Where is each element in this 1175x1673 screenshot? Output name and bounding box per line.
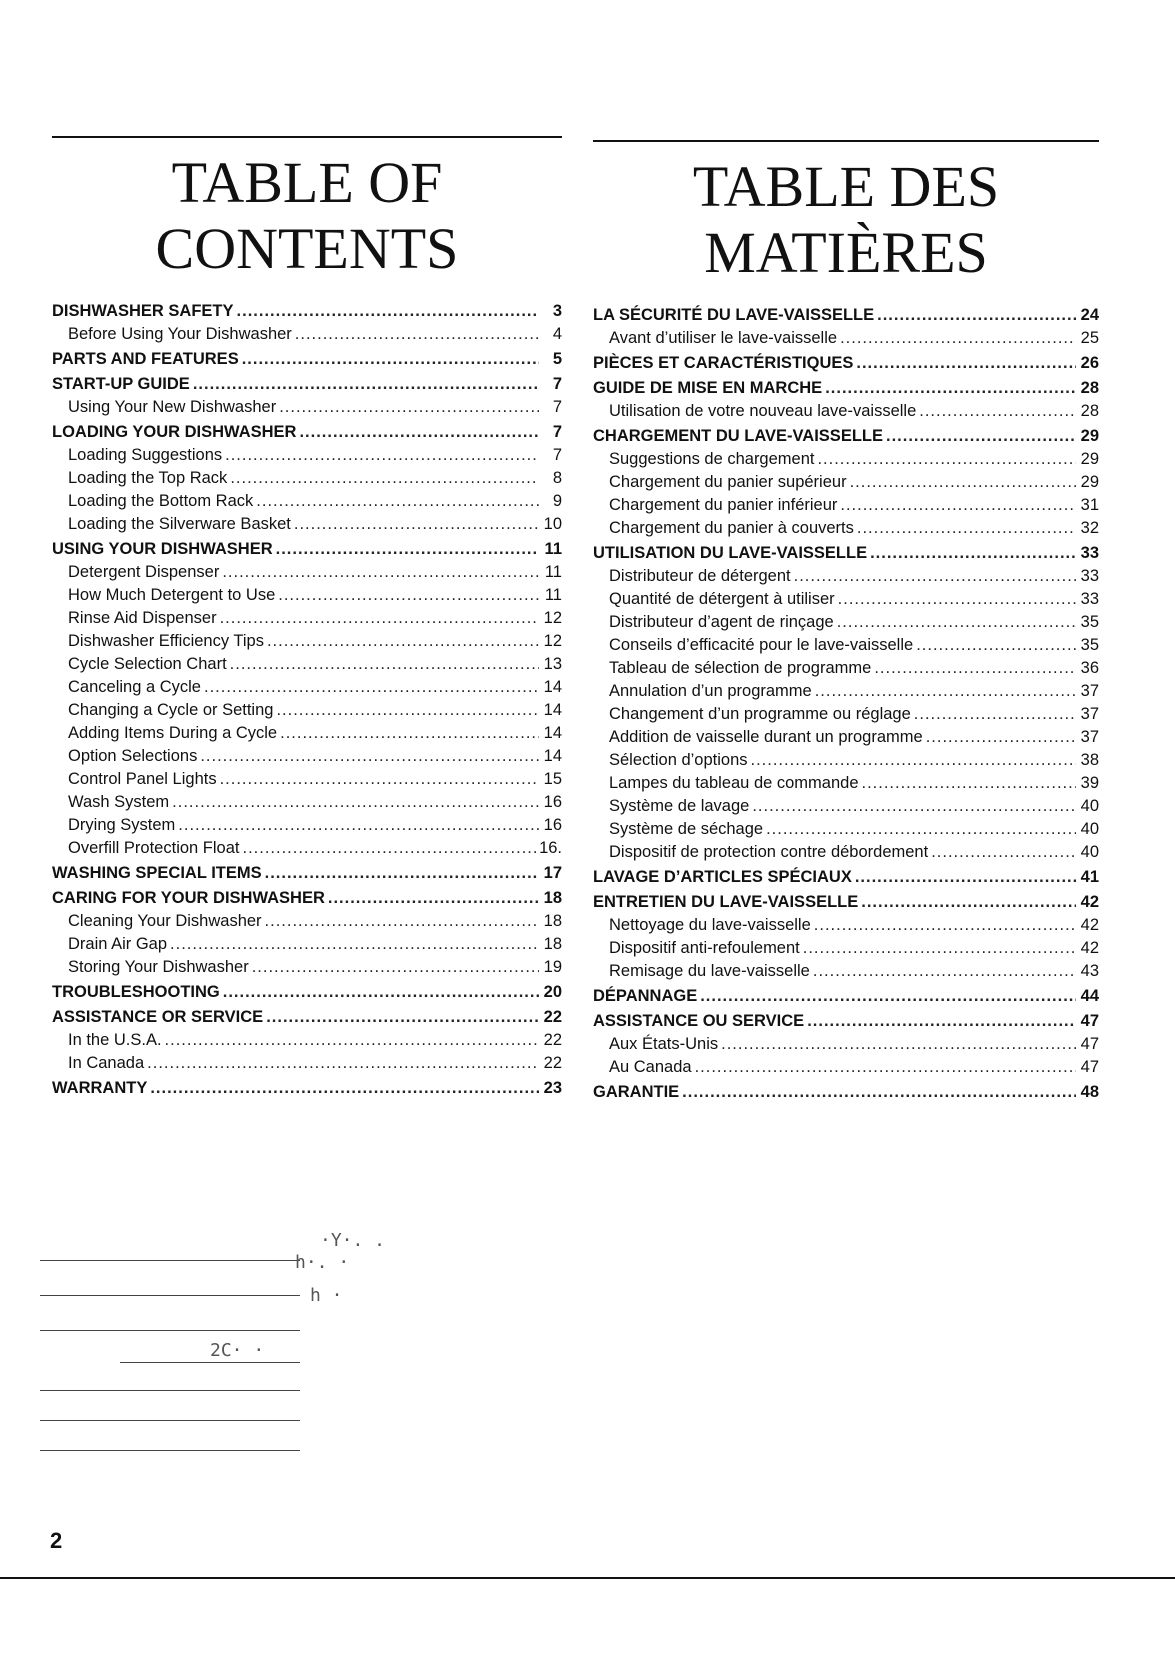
toc-entry-page: 12 (543, 632, 562, 650)
dot-leader (193, 373, 539, 396)
toc-entry-label: Lampes du tableau de commande (609, 774, 859, 792)
toc-list (52, 300, 562, 1100)
toc-section-entry (52, 300, 562, 323)
toc-subsection-entry (52, 396, 562, 419)
toc-entry-page: 47 (1080, 1012, 1099, 1030)
toc-subsection-entry (52, 768, 562, 791)
toc-subsection-entry (593, 327, 1099, 350)
dot-leader (877, 304, 1076, 327)
toc-entry-page: 12 (543, 609, 562, 627)
dot-leader (265, 862, 539, 885)
toc-entry-label: Annulation d’un programme (609, 682, 812, 700)
toc-entry-page: 14 (543, 678, 562, 696)
dot-leader (200, 745, 539, 768)
toc-subsection-entry (52, 1029, 562, 1052)
dot-leader (861, 891, 1076, 914)
dot-leader (150, 1077, 539, 1100)
toc-entry-page: 42 (1080, 939, 1099, 957)
toc-entry-page: 35 (1080, 613, 1099, 631)
dot-leader (695, 1056, 1076, 1079)
toc-entry-page: 20 (543, 983, 562, 1001)
toc-subsection-entry (52, 1052, 562, 1075)
toc-subsection-entry (593, 937, 1099, 960)
toc-entry-label: In the U.S.A. (68, 1031, 162, 1049)
dot-leader (328, 887, 539, 910)
dot-leader (916, 634, 1076, 657)
toc-entry-page: 35 (1080, 636, 1099, 654)
toc-entry-label: Sélection d’options (609, 751, 748, 769)
dot-leader (225, 444, 539, 467)
toc-subsection-entry (593, 680, 1099, 703)
toc-section-entry (593, 542, 1099, 565)
toc-entry-page: 19 (543, 958, 562, 976)
toc-entry-label: WASHING SPECIAL ITEMS (52, 864, 262, 882)
dot-leader (252, 956, 539, 979)
toc-entry-page: 41 (1080, 868, 1099, 886)
bottom-rule (0, 1577, 1175, 1579)
toc-subsection-entry (593, 517, 1099, 540)
toc-entry-page: 14 (543, 747, 562, 765)
toc-subsection-entry (593, 565, 1099, 588)
toc-entry-label: CARING FOR YOUR DISHWASHER (52, 889, 325, 907)
toc-entry-label: ASSISTANCE OU SERVICE (593, 1012, 805, 1030)
dot-leader (817, 448, 1076, 471)
title-line-1: TABLE DES (692, 154, 1000, 219)
toc-entry-label: Nettoyage du lave-vaisselle (609, 916, 811, 934)
toc-entry-label: Système de lavage (609, 797, 750, 815)
toc-entry-page: 11 (544, 563, 562, 581)
toc-subsection-entry (593, 749, 1099, 772)
toc-entry-page: 11 (544, 586, 562, 604)
dot-leader (838, 588, 1076, 611)
dot-leader (276, 699, 539, 722)
dot-leader (850, 471, 1076, 494)
top-rule (52, 136, 562, 138)
toc-entry-page: 16. (539, 839, 562, 857)
toc-subsection-entry (593, 657, 1099, 680)
toc-subsection-entry (52, 791, 562, 814)
toc-subsection-entry (52, 933, 562, 956)
toc-subsection-entry (593, 818, 1099, 841)
toc-entry-page: 40 (1080, 797, 1099, 815)
toc-entry-page: 26 (1080, 354, 1099, 372)
dot-leader (814, 914, 1076, 937)
toc-entry-label: Loading the Top Rack (68, 469, 228, 487)
dot-leader (295, 323, 539, 346)
toc-entry-page: 15 (543, 770, 562, 788)
toc-entry-page: 40 (1080, 843, 1099, 861)
dot-leader (886, 425, 1076, 448)
toc-section-entry (593, 985, 1099, 1008)
title-line-1: TABLE OF (171, 150, 443, 215)
toc-subsection-entry (52, 653, 562, 676)
toc-subsection-entry (52, 323, 562, 346)
toc-entry-label: Tableau de sélection de programme (609, 659, 872, 677)
toc-section-entry (52, 1077, 562, 1100)
dot-leader (825, 377, 1076, 400)
dot-leader (266, 1006, 539, 1029)
toc-entry-page: 22 (543, 1054, 562, 1072)
toc-section-entry (52, 421, 562, 444)
toc-entry-label: Option Selections (68, 747, 198, 765)
dot-leader (870, 542, 1076, 565)
toc-entry-page: 17 (543, 864, 562, 882)
toc-entry-page: 14 (543, 724, 562, 742)
toc-entry-label: Storing Your Dishwasher (68, 958, 249, 976)
page-number: 2 (50, 1528, 63, 1553)
toc-entry-label: WARRANTY (52, 1079, 148, 1097)
dot-leader (813, 960, 1076, 983)
toc-subsection-entry (52, 444, 562, 467)
dot-leader (721, 1033, 1076, 1056)
toc-subsection-entry (593, 588, 1099, 611)
toc-entry-label: Conseils d’efficacité pour le lave-vaisselle (609, 636, 914, 654)
toc-entry-label: Changement d’un programme ou réglage (609, 705, 911, 723)
toc-entry-label: Distributeur de détergent (609, 567, 791, 585)
dot-leader (147, 1052, 539, 1075)
toc-entry-label: LAVAGE D’ARTICLES SPÉCIAUX (593, 868, 852, 886)
toc-french (593, 140, 1099, 1104)
toc-entry-label: Chargement du panier à couverts (609, 519, 854, 537)
toc-entry-label: Changing a Cycle or Setting (68, 701, 274, 719)
dot-leader (752, 795, 1076, 818)
dot-leader (237, 300, 539, 323)
toc-entry-label: Dispositif anti-refoulement (609, 939, 800, 957)
toc-entry-label: Addition de vaisselle durant un programme (609, 728, 923, 746)
toc-entry-label: TROUBLESHOOTING (52, 983, 220, 1001)
faded-stamp-marks: ·Y·. . h·. · h · 2C· · (30, 1240, 450, 1500)
toc-subsection-entry (593, 611, 1099, 634)
toc-subsection-entry (52, 561, 562, 584)
toc-entry-label: Overfill Protection Float (68, 839, 240, 857)
toc-entry-page: 7 (552, 398, 562, 416)
toc-subsection-entry (593, 841, 1099, 864)
toc-entry-page: 47 (1080, 1035, 1099, 1053)
toc-subsection-entry (52, 745, 562, 768)
toc-subsection-entry (52, 513, 562, 536)
toc-entry-page: 28 (1080, 402, 1099, 420)
toc-entry-label: GUIDE DE MISE EN MARCHE (593, 379, 823, 397)
toc-section-entry (52, 1006, 562, 1029)
toc-entry-page: 28 (1080, 379, 1099, 397)
toc-entry-page: 14 (543, 701, 562, 719)
toc-entry-page: 43 (1080, 962, 1099, 980)
toc-entry-label: Utilisation de votre nouveau lave-vaisselle (609, 402, 917, 420)
dot-leader (862, 772, 1077, 795)
toc-subsection-entry (52, 467, 562, 490)
dot-leader (840, 494, 1076, 517)
toc-entry-label: Remisage du lave-vaisselle (609, 962, 810, 980)
title-line-2: CONTENTS (155, 216, 459, 281)
toc-section-entry (52, 348, 562, 371)
toc-entry-label: Avant d’utiliser le lave-vaisselle (609, 329, 838, 347)
toc-entry-label: Quantité de détergent à utiliser (609, 590, 835, 608)
toc-subsection-entry (593, 400, 1099, 423)
dot-leader (279, 396, 539, 419)
toc-entry-page: 5 (552, 350, 562, 368)
toc-entry-label: Wash System (68, 793, 170, 811)
dot-leader (874, 657, 1076, 680)
toc-entry-page: 31 (1080, 496, 1099, 514)
toc-entry-label: LOADING YOUR DISHWASHER (52, 423, 297, 441)
toc-subsection-entry (593, 634, 1099, 657)
toc-subsection-entry (52, 722, 562, 745)
dot-leader (914, 703, 1076, 726)
toc-entry-page: 36 (1080, 659, 1099, 677)
toc-subsection-entry (52, 699, 562, 722)
toc-list (593, 304, 1099, 1104)
toc-entry-label: Drain Air Gap (68, 935, 168, 953)
toc-section-entry (593, 304, 1099, 327)
toc-entry-label: UTILISATION DU LAVE-VAISSELLE (593, 544, 868, 562)
toc-entry-page: 7 (552, 423, 562, 441)
toc-entry-label: DÉPANNAGE (593, 987, 698, 1005)
toc-entry-label: Chargement du panier supérieur (609, 473, 847, 491)
toc-entry-page: 11 (544, 540, 562, 558)
toc-subsection-entry (593, 914, 1099, 937)
toc-subsection-entry (52, 630, 562, 653)
toc-entry-page: 8 (552, 469, 562, 487)
toc-entry-page: 32 (1080, 519, 1099, 537)
page-title-english (52, 150, 562, 282)
toc-subsection-entry (52, 910, 562, 933)
toc-subsection-entry (52, 956, 562, 979)
toc-subsection-entry (593, 795, 1099, 818)
toc-entry-page: 29 (1080, 473, 1099, 491)
toc-entry-page: 7 (552, 375, 562, 393)
toc-entry-page: 33 (1080, 544, 1099, 562)
dot-leader (220, 607, 539, 630)
toc-entry-label: How Much Detergent to Use (68, 586, 276, 604)
top-rule (593, 140, 1099, 142)
toc-english (52, 136, 562, 1100)
toc-entry-label: Loading the Silverware Basket (68, 515, 291, 533)
toc-entry-label: Using Your New Dishwasher (68, 398, 277, 416)
toc-entry-page: 29 (1080, 427, 1099, 445)
toc-entry-page: 37 (1080, 728, 1099, 746)
toc-section-entry (593, 891, 1099, 914)
dot-leader (807, 1010, 1076, 1033)
dot-leader (803, 937, 1076, 960)
dot-leader (919, 400, 1076, 423)
toc-entry-page: 33 (1080, 567, 1099, 585)
toc-subsection-entry (52, 676, 562, 699)
toc-subsection-entry (593, 960, 1099, 983)
dot-leader (278, 584, 539, 607)
toc-entry-page: 37 (1080, 682, 1099, 700)
toc-entry-page: 18 (543, 935, 562, 953)
dot-leader (230, 653, 539, 676)
toc-subsection-entry (52, 837, 562, 860)
toc-entry-label: Chargement du panier inférieur (609, 496, 838, 514)
dot-leader (222, 561, 539, 584)
toc-section-entry (593, 425, 1099, 448)
dot-leader (855, 866, 1076, 889)
dot-leader (170, 933, 539, 956)
toc-entry-label: Aux États-Unis (609, 1035, 719, 1053)
toc-entry-page: 13 (543, 655, 562, 673)
toc-entry-label: PARTS AND FEATURES (52, 350, 239, 368)
toc-subsection-entry (593, 772, 1099, 795)
dot-leader (837, 611, 1076, 634)
toc-entry-label: Loading Suggestions (68, 446, 223, 464)
toc-entry-page: 22 (543, 1031, 562, 1049)
toc-section-entry (593, 377, 1099, 400)
dot-leader (265, 910, 539, 933)
dot-leader (267, 630, 539, 653)
toc-entry-label: Control Panel Lights (68, 770, 217, 788)
toc-entry-page: 37 (1080, 705, 1099, 723)
toc-entry-page: 42 (1080, 893, 1099, 911)
dot-leader (815, 680, 1076, 703)
toc-section-entry (593, 1010, 1099, 1033)
toc-entry-page: 42 (1080, 916, 1099, 934)
toc-entry-page: 18 (543, 912, 562, 930)
toc-entry-label: Dishwasher Efficiency Tips (68, 632, 264, 650)
toc-entry-page: 16 (543, 793, 562, 811)
toc-entry-label: ENTRETIEN DU LAVE-VAISSELLE (593, 893, 859, 911)
dot-leader (242, 348, 539, 371)
toc-entry-label: Detergent Dispenser (68, 563, 220, 581)
dot-leader (172, 791, 539, 814)
dot-leader (299, 421, 539, 444)
title-line-2: MATIÈRES (704, 220, 988, 285)
dot-leader (223, 981, 539, 1004)
dot-leader (242, 837, 536, 860)
dot-leader (931, 841, 1076, 864)
toc-entry-label: Suggestions de chargement (609, 450, 815, 468)
toc-entry-label: LA SÉCURITÉ DU LAVE-VAISSELLE (593, 306, 875, 324)
toc-subsection-entry (593, 1056, 1099, 1079)
dot-leader (280, 722, 539, 745)
dot-leader (256, 490, 539, 513)
toc-entry-page: 44 (1080, 987, 1099, 1005)
dot-leader (165, 1029, 539, 1052)
toc-entry-page: 16 (543, 816, 562, 834)
page-title-french (593, 154, 1099, 286)
toc-entry-label: Before Using Your Dishwasher (68, 325, 292, 343)
toc-entry-page: 33 (1080, 590, 1099, 608)
dot-leader (926, 726, 1076, 749)
toc-subsection-entry (593, 726, 1099, 749)
toc-section-entry (52, 373, 562, 396)
dot-leader (230, 467, 539, 490)
toc-section-entry (52, 862, 562, 885)
dot-leader (856, 352, 1076, 375)
toc-entry-page: 24 (1080, 306, 1099, 324)
toc-section-entry (593, 352, 1099, 375)
toc-entry-label: Drying System (68, 816, 176, 834)
toc-section-entry (52, 887, 562, 910)
toc-subsection-entry (593, 448, 1099, 471)
dot-leader (857, 517, 1076, 540)
dot-leader (682, 1081, 1076, 1104)
dot-leader (751, 749, 1076, 772)
toc-entry-label: Rinse Aid Dispenser (68, 609, 217, 627)
toc-entry-page: 10 (543, 515, 562, 533)
toc-entry-page: 25 (1080, 329, 1099, 347)
toc-entry-label: Au Canada (609, 1058, 692, 1076)
toc-section-entry (593, 1081, 1099, 1104)
toc-entry-label: Canceling a Cycle (68, 678, 201, 696)
toc-entry-label: Distributeur d’agent de rinçage (609, 613, 834, 631)
dot-leader (700, 985, 1076, 1008)
toc-subsection-entry (593, 703, 1099, 726)
dot-leader (840, 327, 1076, 350)
toc-entry-page: 9 (552, 492, 562, 510)
toc-entry-label: PIÈCES ET CARACTÉRISTIQUES (593, 354, 854, 372)
toc-entry-label: Adding Items During a Cycle (68, 724, 278, 742)
toc-entry-page: 38 (1080, 751, 1099, 769)
toc-entry-page: 23 (543, 1079, 562, 1097)
toc-entry-page: 3 (552, 302, 562, 320)
toc-entry-page: 7 (552, 446, 562, 464)
toc-entry-label: GARANTIE (593, 1083, 680, 1101)
toc-entry-label: ASSISTANCE OR SERVICE (52, 1008, 264, 1026)
dot-leader (220, 768, 539, 791)
toc-entry-page: 18 (543, 889, 562, 907)
dot-leader (204, 676, 539, 699)
toc-subsection-entry (52, 584, 562, 607)
dot-leader (178, 814, 539, 837)
toc-entry-label: START-UP GUIDE (52, 375, 190, 393)
toc-entry-label: Cleaning Your Dishwasher (68, 912, 262, 930)
toc-section-entry (52, 981, 562, 1004)
toc-entry-page: 40 (1080, 820, 1099, 838)
dot-leader (294, 513, 539, 536)
toc-subsection-entry (593, 494, 1099, 517)
toc-entry-label: CHARGEMENT DU LAVE-VAISSELLE (593, 427, 883, 445)
toc-entry-label: Cycle Selection Chart (68, 655, 227, 673)
toc-entry-page: 22 (543, 1008, 562, 1026)
toc-entry-label: Loading the Bottom Rack (68, 492, 254, 510)
toc-entry-page: 48 (1080, 1083, 1099, 1101)
dot-leader (766, 818, 1076, 841)
toc-entry-label: In Canada (68, 1054, 145, 1072)
toc-entry-label: USING YOUR DISHWASHER (52, 540, 273, 558)
toc-subsection-entry (52, 490, 562, 513)
toc-section-entry (593, 866, 1099, 889)
toc-entry-page: 4 (552, 325, 562, 343)
toc-entry-page: 39 (1080, 774, 1099, 792)
toc-subsection-entry (52, 607, 562, 630)
toc-entry-label: Système de séchage (609, 820, 764, 838)
toc-subsection-entry (593, 1033, 1099, 1056)
toc-entry-page: 29 (1080, 450, 1099, 468)
toc-subsection-entry (593, 471, 1099, 494)
toc-entry-label: Dispositif de protection contre débordement (609, 843, 929, 861)
dot-leader (276, 538, 539, 561)
dot-leader (794, 565, 1076, 588)
toc-entry-label: DISHWASHER SAFETY (52, 302, 234, 320)
toc-entry-page: 47 (1080, 1058, 1099, 1076)
toc-section-entry (52, 538, 562, 561)
toc-subsection-entry (52, 814, 562, 837)
